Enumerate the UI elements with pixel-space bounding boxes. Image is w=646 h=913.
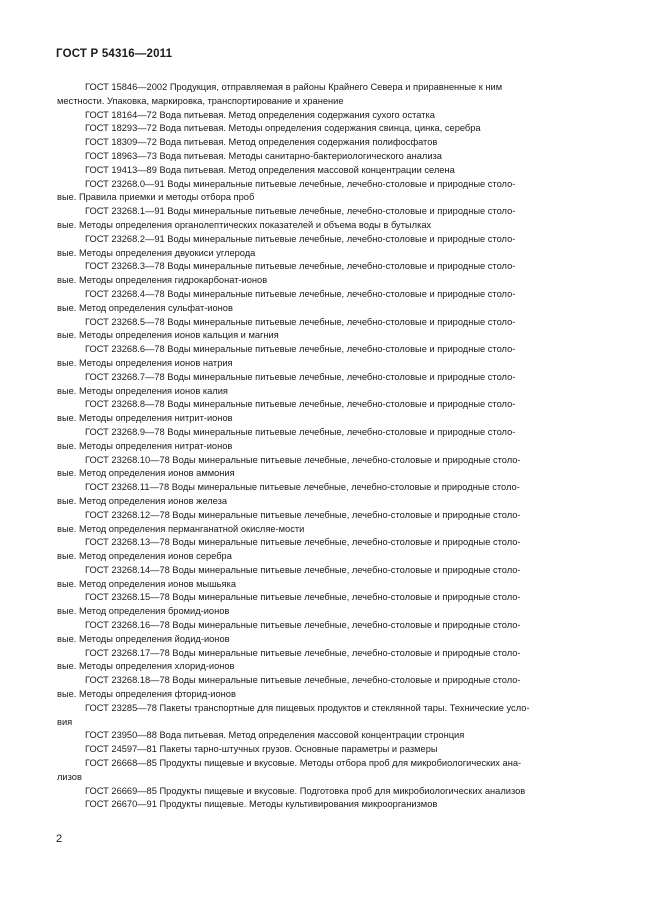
reference-entry-continuation: лизов: [57, 771, 82, 782]
reference-entry-line: ГОСТ 24597—81 Пакеты тарно-штучных грузов. Основные параметры и размеры: [85, 744, 438, 755]
reference-entry-continuation: вые. Метод определения ионов аммония: [57, 468, 235, 479]
reference-entry-line: ГОСТ 23268.3—78 Воды минеральные питьевые лечебные, лечебно-столовые и природные столо-: [85, 261, 516, 272]
reference-entry-line: ГОСТ 23268.8—78 Воды минеральные питьевые лечебные, лечебно-столовые и природные столо-: [85, 399, 516, 410]
reference-entry-line: ГОСТ 18309—72 Вода питьевая. Метод определения содержания полифосфатов: [85, 137, 438, 148]
page-number: 2: [56, 833, 63, 845]
reference-entry-continuation: вые. Методы определения двуокиси углерода: [57, 247, 256, 258]
reference-entry: [57, 109, 594, 123]
reference-entry-continuation: вые. Методы определения фторид-ионов: [57, 689, 236, 700]
reference-entry-line: ГОСТ 18963—73 Вода питьевая. Методы санитарно-бактериологического анализа: [85, 150, 442, 161]
reference-entry: [57, 481, 594, 509]
reference-entry: [57, 509, 594, 537]
reference-entry-line: ГОСТ 23268.5—78 Воды минеральные питьевые лечебные, лечебно-столовые и природные столо-: [85, 316, 516, 327]
reference-entry: [57, 343, 594, 371]
reference-entry-line: ГОСТ 23268.0—91 Воды минеральные питьевые лечебные, лечебно-столовые и природные столо-: [85, 178, 516, 189]
reference-entry-continuation: вые. Методы определения ионов кальция и магния: [57, 330, 279, 341]
reference-entry: [57, 729, 594, 743]
reference-entry: [57, 785, 594, 799]
reference-entry: [57, 647, 594, 675]
reference-entry: [57, 205, 594, 233]
reference-entry: [57, 702, 594, 730]
reference-entry-line: ГОСТ 23268.18—78 Воды минеральные питьевые лечебные, лечебно-столовые и природные столо-: [85, 675, 521, 686]
reference-entry-line: ГОСТ 23950—88 Вода питьевая. Метод определения массовой концентрации стронция: [85, 730, 465, 741]
reference-entry: [57, 591, 594, 619]
reference-entry-continuation: вые. Методы определения нитрат-ионов: [57, 440, 233, 451]
reference-entry-line: ГОСТ 23268.17—78 Воды минеральные питьевые лечебные, лечебно-столовые и природные столо-: [85, 647, 521, 658]
reference-entry: [57, 122, 594, 136]
reference-entry: [57, 743, 594, 757]
reference-entry-line: ГОСТ 23268.2—91 Воды минеральные питьевые лечебные, лечебно-столовые и природные столо-: [85, 233, 516, 244]
reference-entry-continuation: местности. Упаковка, маркировка, транспортирование и хранение: [57, 95, 344, 106]
reference-entry-line: ГОСТ 23268.10—78 Воды минеральные питьевые лечебные, лечебно-столовые и природные столо-: [85, 454, 521, 465]
reference-entry-line: ГОСТ 26668—85 Продукты пищевые и вкусовые. Методы отбора проб для микробиологических ана-: [85, 758, 522, 769]
reference-entry-continuation: вые. Правила приемки и методы отбора проб: [57, 192, 255, 203]
reference-entry-continuation: вые. Метод определения сульфат-ионов: [57, 302, 233, 313]
reference-entry: [57, 564, 594, 592]
reference-entry-continuation: вые. Методы определения ионов натрия: [57, 357, 233, 368]
reference-entry-continuation: вые. Методы определения хлорид-ионов: [57, 661, 235, 672]
reference-entry: [57, 178, 594, 206]
reference-entry-line: ГОСТ 23268.6—78 Воды минеральные питьевые лечебные, лечебно-столовые и природные столо-: [85, 344, 516, 355]
reference-entry-line: ГОСТ 23285—78 Пакеты транспортные для пищевых продуктов и стеклянной тары. Технические усло-: [85, 702, 530, 713]
reference-entry-line: ГОСТ 18164—72 Вода питьевая. Метод определения содержания сухого остатка: [85, 109, 435, 120]
reference-entry-line: ГОСТ 23268.12—78 Воды минеральные питьевые лечебные, лечебно-столовые и природные столо-: [85, 509, 521, 520]
reference-entry: [57, 536, 594, 564]
reference-entry: [57, 233, 594, 261]
reference-entry: [57, 164, 594, 178]
reference-entry-line: ГОСТ 18293—72 Вода питьевая. Методы определения содержания свинца, цинка, серебра: [85, 123, 481, 134]
reference-entry-line: ГОСТ 23268.4—78 Воды минеральные питьевые лечебные, лечебно-столовые и природные столо-: [85, 288, 516, 299]
reference-entry-continuation: вые. Метод определения перманганатной окисляе-мости: [57, 523, 305, 534]
reference-entry: [57, 136, 594, 150]
reference-entry: [57, 798, 594, 812]
reference-list: [57, 81, 594, 812]
document-header: ГОСТ Р 54316—2011: [56, 48, 173, 60]
reference-entry-continuation: вые. Метод определения ионов железа: [57, 495, 228, 506]
reference-entry: [57, 398, 594, 426]
reference-entry-line: ГОСТ 23268.9—78 Воды минеральные питьевые лечебные, лечебно-столовые и природные столо-: [85, 426, 516, 437]
reference-entry-continuation: вые. Метод определения бромид-ионов: [57, 606, 230, 617]
reference-entry: [57, 371, 594, 399]
reference-entry-line: ГОСТ 15846—2002 Продукция, отправляемая в районы Крайнего Севера и приравненные к ним: [85, 82, 503, 92]
reference-entry-line: ГОСТ 23268.1—91 Воды минеральные питьевые лечебные, лечебно-столовые и природные столо-: [85, 206, 516, 217]
reference-entry-line: ГОСТ 23268.7—78 Воды минеральные питьевые лечебные, лечебно-столовые и природные столо-: [85, 371, 516, 382]
reference-entry: [57, 260, 594, 288]
reference-entry-line: ГОСТ 23268.16—78 Воды минеральные питьевые лечебные, лечебно-столовые и природные столо-: [85, 620, 521, 631]
reference-entry-continuation: вые. Метод определения ионов мышьяка: [57, 578, 237, 589]
reference-entry: [57, 288, 594, 316]
reference-entry-continuation: вия: [57, 716, 73, 727]
reference-entry-continuation: вые. Методы определения йодид-ионов: [57, 633, 230, 644]
reference-entry-continuation: вые. Метод определения ионов серебра: [57, 551, 232, 562]
reference-entry: [57, 454, 594, 482]
reference-entry-line: ГОСТ 19413—89 Вода питьевая. Метод определения массовой концентрации селена: [85, 164, 455, 175]
reference-entry-line: ГОСТ 26669—85 Продукты пищевые и вкусовые. Подготовка проб для микробиологических анализов: [85, 785, 526, 796]
reference-entry: [57, 619, 594, 647]
reference-entry-continuation: вые. Методы определения нитрит-ионов: [57, 413, 233, 424]
reference-entry-line: ГОСТ 26670—91 Продукты пищевые. Методы культивирования микроорганизмов: [85, 799, 438, 810]
reference-entry: [57, 150, 594, 164]
reference-entry-line: ГОСТ 23268.14—78 Воды минеральные питьевые лечебные, лечебно-столовые и природные столо-: [85, 564, 521, 575]
reference-entry: [57, 674, 594, 702]
reference-entry-continuation: вые. Методы определения ионов калия: [57, 385, 228, 396]
reference-entry-continuation: вые. Методы определения гидрокарбонат-ионов: [57, 275, 268, 286]
reference-entry-line: ГОСТ 23268.13—78 Воды минеральные питьевые лечебные, лечебно-столовые и природные столо-: [85, 537, 521, 548]
reference-entry: [57, 757, 594, 785]
reference-entry: [57, 81, 594, 109]
reference-entry-line: ГОСТ 23268.11—78 Воды минеральные питьевые лечебные, лечебно-столовые и природные столо-: [85, 482, 520, 493]
reference-entry-continuation: вые. Методы определения органолептических показателей и объема воды в бутылках: [57, 219, 432, 230]
reference-entry-line: ГОСТ 23268.15—78 Воды минеральные питьевые лечебные, лечебно-столовые и природные столо-: [85, 592, 521, 603]
reference-entry: [57, 316, 594, 344]
reference-entry: [57, 426, 594, 454]
